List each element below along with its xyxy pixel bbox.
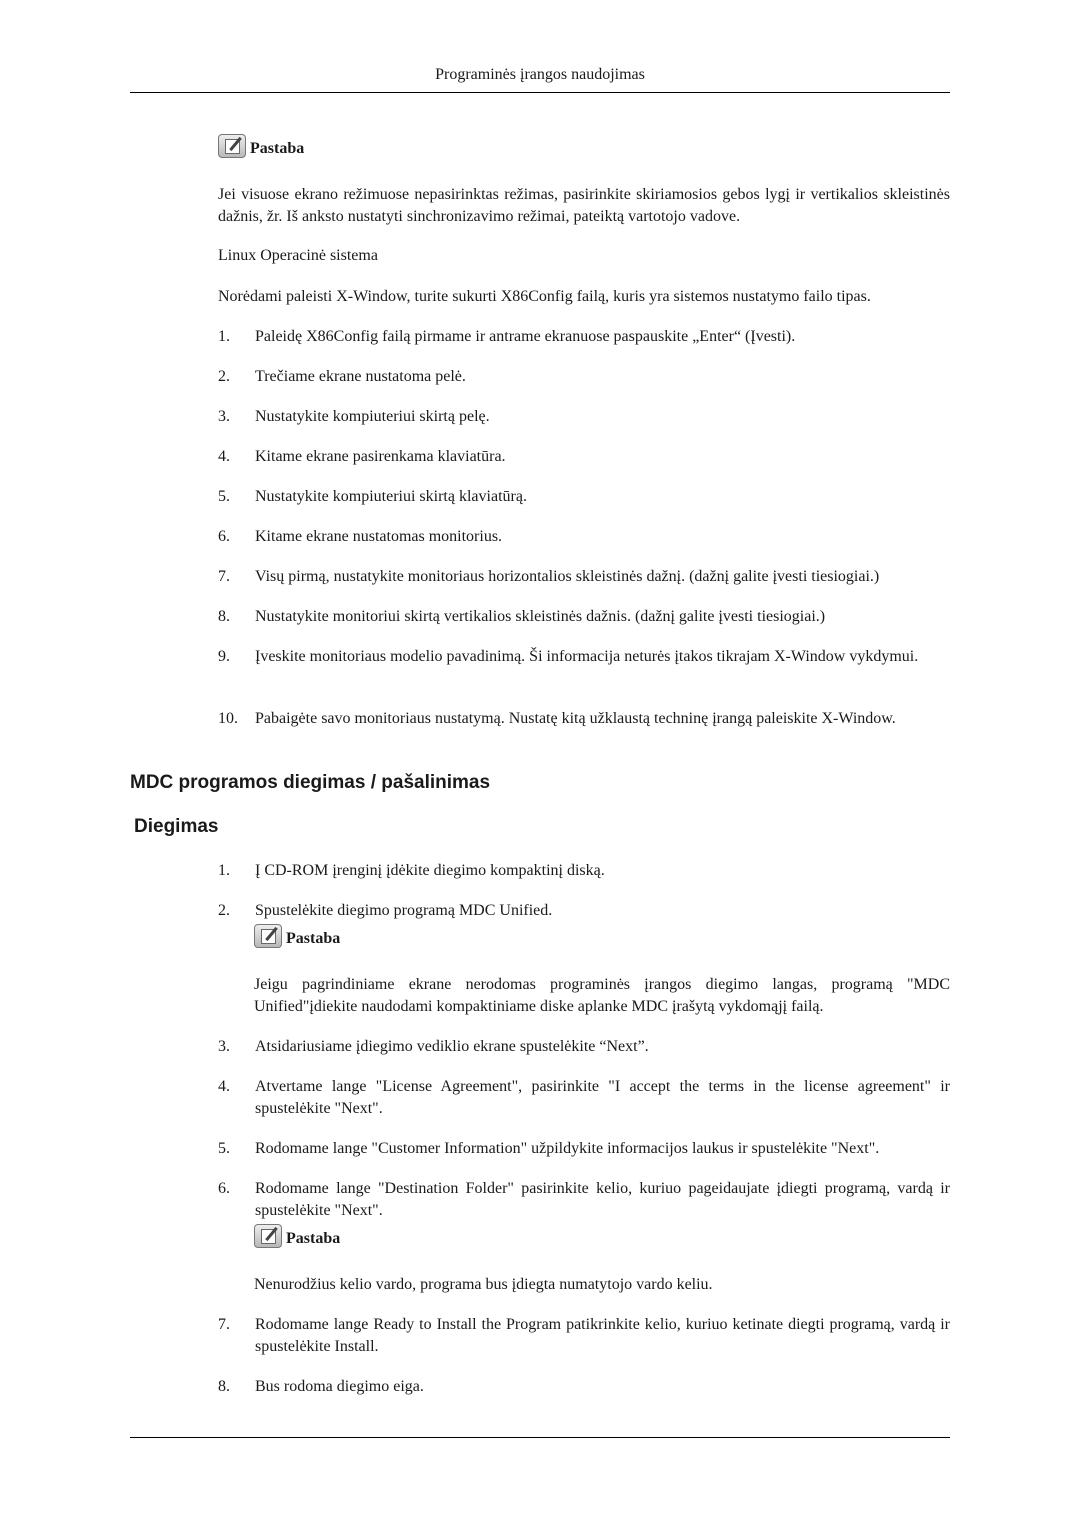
list-number: 6. [218, 528, 230, 545]
list-number: 3. [218, 1038, 230, 1055]
note-icon [254, 924, 282, 948]
note-icon [218, 134, 246, 158]
list-text: Bus rodoma diegimo eiga. [255, 1378, 424, 1395]
note-label: Pastaba [250, 140, 305, 157]
list-text: Nustatykite kompiuteriui skirtą pelę. [255, 408, 490, 425]
list-text: Atsidariusiame įdiegimo vediklio ekrane spustelėkite “Next”. [255, 1038, 649, 1055]
list-number: 5. [218, 488, 230, 505]
list-number: 9. [218, 648, 230, 665]
list-text: Pabaigėte savo monitoriaus nustatymą. Nustatę kitą užklaustą techninę įrangą paleiskite X-Window. [255, 710, 896, 727]
list-number: 6. [218, 1180, 230, 1197]
note-block [218, 134, 304, 158]
list-text: Kitame ekrane nustatomas monitorius. [255, 528, 503, 545]
footer-divider [130, 1437, 950, 1438]
linux-heading: Linux Operacinė sistema [218, 247, 378, 264]
note-label: Pastaba [286, 930, 341, 947]
list-text: Spustelėkite diegimo programą MDC Unified. [255, 902, 553, 919]
linux-intro: Norėdami paleisti X-Window, turite sukurti X86Config failą, kuris yra sistemos nustatymo failo tipas. [218, 288, 871, 305]
note-label: Pastaba [286, 1230, 341, 1247]
list-text: Atvertame lange "License Agreement", pasirinkite "I accept the terms in the license agreement" ir spustelėkite "Next". [255, 1078, 950, 1117]
note-icon [254, 1224, 282, 1248]
subsection-title: Diegimas [134, 816, 219, 837]
note-text: Jeigu pagrindiniame ekrane nerodomas programinės įrangos diegimo langas, programą "MDC Unified"įdiekite naudodami kompaktiniame diske aplanke MDC įrašytą vykdomąjį failą. [254, 976, 950, 1015]
list-number: 7. [218, 1316, 230, 1333]
section-title: MDC programos diegimas / pašalinimas [130, 772, 491, 793]
list-text: Rodomame lange "Customer Information" užpildykite informacijos laukus ir spustelėkite "Next". [255, 1140, 880, 1157]
list-number: 2. [218, 368, 230, 385]
note-text: Jei visuose ekrano režimuose nepasirinktas režimas, pasirinkite skiriamosios gebos lygį ir vertikalios skleistinės dažnis, žr. Iš anksto nustatyti sinchronizavimo režimai, pateiktą vartotojo vadove. [218, 186, 950, 225]
list-number: 4. [218, 1078, 230, 1095]
header-divider [130, 92, 950, 93]
list-text: Paleidę X86Config failą pirmame ir antrame ekranuose paspauskite „Enter“ (Įvesti). [255, 328, 796, 345]
list-text: Trečiame ekrane nustatoma pelė. [255, 368, 466, 385]
list-number: 2. [218, 902, 230, 919]
list-text: Nustatykite kompiuteriui skirtą klaviatūrą. [255, 488, 527, 505]
list-number: 4. [218, 448, 230, 465]
note-block [254, 924, 340, 948]
list-text: Visų pirmą, nustatykite monitoriaus horizontalios skleistinės dažnį. (dažnį galite įvesti tiesiogiai.) [255, 568, 880, 585]
note-block [254, 1224, 340, 1248]
list-number: 8. [218, 1378, 230, 1395]
list-number: 7. [218, 568, 230, 585]
list-number: 5. [218, 1140, 230, 1157]
page-header-title: Programinės įrangos naudojimas [435, 66, 645, 83]
list-text: Įveskite monitoriaus modelio pavadinimą. Ši informacija neturės įtakos tikrajam X-Window vykdymui. [255, 648, 919, 665]
list-number: 10. [218, 710, 238, 727]
list-text: Rodomame lange "Destination Folder" pasirinkite kelio, kuriuo pageidaujate įdiegti programą, vardą ir spustelėkite "Next". [255, 1180, 950, 1219]
list-text: Kitame ekrane pasirenkama klaviatūra. [255, 448, 506, 465]
list-number: 8. [218, 608, 230, 625]
list-text: Rodomame lange Ready to Install the Program patikrinkite kelio, kuriuo ketinate diegti programą, vardą ir spustelėkite Install. [255, 1316, 950, 1355]
list-number: 3. [218, 408, 230, 425]
note-text: Nenurodžius kelio vardo, programa bus įdiegta numatytojo vardo keliu. [254, 1276, 713, 1293]
list-text: Nustatykite monitoriui skirtą vertikalios skleistinės dažnis. (dažnį galite įvesti tiesiogiai.) [255, 608, 826, 625]
list-number: 1. [218, 862, 230, 879]
list-text: Į CD-ROM įrenginį įdėkite diegimo kompaktinį diską. [255, 862, 605, 879]
list-number: 1. [218, 328, 230, 345]
